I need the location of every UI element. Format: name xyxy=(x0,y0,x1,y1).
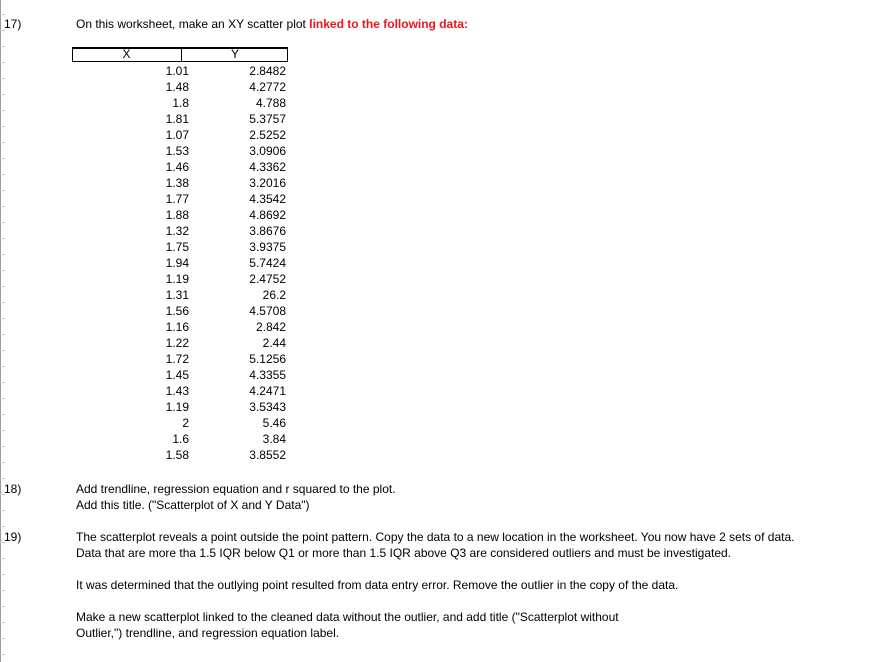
cell-x[interactable]: 1.8 xyxy=(172,96,189,110)
cell-y[interactable]: 4.3542 xyxy=(249,192,286,206)
cell-x[interactable]: 1.48 xyxy=(165,80,189,94)
cell-y[interactable]: 2.842 xyxy=(255,320,286,334)
question-19-line-5: Outlier,") trendline, and regression equation label. xyxy=(76,626,340,640)
cell-y[interactable]: 26.2 xyxy=(262,288,286,302)
cell-x[interactable]: 1.38 xyxy=(165,176,189,190)
cell-y[interactable]: 2.5252 xyxy=(249,128,286,142)
cell-y[interactable]: 2.8482 xyxy=(249,64,286,78)
cell-y[interactable]: 4.5708 xyxy=(249,304,286,318)
cell-x[interactable]: 1.31 xyxy=(165,288,189,302)
question-19-line-4: Make a new scatterplot linked to the cleaned data without the outlier, and add title ("Scatterplot without xyxy=(76,610,619,624)
cell-y[interactable]: 2.44 xyxy=(262,336,286,350)
cell-y[interactable]: 4.8692 xyxy=(249,208,286,222)
table-row xyxy=(0,111,300,127)
row-gridline xyxy=(0,510,5,511)
question-17-plain: On this worksheet, make an XY scatter plot xyxy=(76,17,310,31)
table-row xyxy=(0,431,300,447)
column-header-y[interactable]: Y xyxy=(230,47,239,61)
question-18-number: 18) xyxy=(4,482,22,496)
row-gridline xyxy=(0,590,5,591)
cell-x[interactable]: 1.53 xyxy=(165,144,189,158)
row-gridline xyxy=(0,574,5,575)
row-gridline xyxy=(0,654,5,655)
row-gridline xyxy=(0,526,5,527)
cell-x[interactable]: 1.07 xyxy=(165,128,189,142)
row-gridline xyxy=(0,558,5,559)
question-19-line-2: Data that are more tha 1.5 IQR below Q1 or more than 1.5 IQR above Q3 are considered outliers and must be investigated. xyxy=(76,546,732,560)
cell-y[interactable]: 3.8676 xyxy=(249,224,286,238)
question-19-line-1: The scatterplot reveals a point outside the point pattern. Copy the data to a new location in the worksheet. You now have 2 sets of data. xyxy=(76,530,795,544)
cell-y[interactable]: 2.4752 xyxy=(249,272,286,286)
cell-x[interactable]: 1.56 xyxy=(165,304,189,318)
table-row xyxy=(0,367,300,383)
row-gridline xyxy=(0,606,5,607)
cell-x[interactable]: 1.46 xyxy=(165,160,189,174)
table-row xyxy=(0,335,300,351)
table-row xyxy=(0,239,300,255)
question-19-number: 19) xyxy=(4,530,22,544)
cell-y[interactable]: 4.3355 xyxy=(249,368,286,382)
cell-y[interactable]: 3.0906 xyxy=(249,144,286,158)
table-row xyxy=(0,415,300,431)
cell-y[interactable]: 4.3362 xyxy=(249,160,286,174)
cell-x[interactable]: 1.01 xyxy=(165,64,189,78)
table-row xyxy=(0,303,300,319)
table-row xyxy=(0,255,300,271)
cell-y[interactable]: 5.7424 xyxy=(249,256,286,270)
cell-x[interactable]: 2 xyxy=(182,416,189,430)
cell-x[interactable]: 1.22 xyxy=(165,336,189,350)
question-17-text xyxy=(76,17,468,31)
cell-y[interactable]: 3.84 xyxy=(262,432,286,446)
cell-x[interactable]: 1.81 xyxy=(165,112,189,126)
table-row xyxy=(0,79,300,95)
table-row xyxy=(0,127,300,143)
cell-x[interactable]: 1.72 xyxy=(165,352,189,366)
table-row xyxy=(0,143,300,159)
cell-x[interactable]: 1.45 xyxy=(165,368,189,382)
table-row xyxy=(0,223,300,239)
cell-x[interactable]: 1.6 xyxy=(172,432,189,446)
table-row xyxy=(0,383,300,399)
cell-x[interactable]: 1.16 xyxy=(165,320,189,334)
cell-x[interactable]: 1.94 xyxy=(165,256,189,270)
cell-y[interactable]: 5.1256 xyxy=(249,352,286,366)
cell-x[interactable]: 1.88 xyxy=(165,208,189,222)
table-row xyxy=(0,287,300,303)
question-18-line-1: Add trendline, regression equation and r squared to the plot. xyxy=(76,482,396,496)
table-row xyxy=(0,207,300,223)
table-row xyxy=(0,351,300,367)
cell-y[interactable]: 3.5343 xyxy=(249,400,286,414)
cell-y[interactable]: 4.788 xyxy=(255,96,286,110)
table-row xyxy=(0,319,300,335)
row-gridline xyxy=(0,638,5,639)
row-gridline xyxy=(0,478,5,479)
cell-x[interactable]: 1.43 xyxy=(165,384,189,398)
table-row xyxy=(0,191,300,207)
cell-y[interactable]: 4.2772 xyxy=(249,80,286,94)
cell-x[interactable]: 1.19 xyxy=(165,400,189,414)
table-row xyxy=(0,271,300,287)
cell-x[interactable]: 1.19 xyxy=(165,272,189,286)
table-row xyxy=(0,399,300,415)
cell-x[interactable]: 1.77 xyxy=(165,192,189,206)
cell-x[interactable]: 1.75 xyxy=(165,240,189,254)
row-gridline xyxy=(0,622,5,623)
cell-y[interactable]: 3.9375 xyxy=(249,240,286,254)
cell-y[interactable]: 5.46 xyxy=(262,416,286,430)
row-gridline xyxy=(0,46,5,47)
column-header-x[interactable]: X xyxy=(122,47,131,61)
question-19-line-3: It was determined that the outlying point resulted from data entry error. Remove the outlier in the copy of the data. xyxy=(76,578,679,592)
table-row xyxy=(0,95,300,111)
question-17-number: 17) xyxy=(4,17,22,31)
question-18-line-2: Add this title. ("Scatterplot of X and Y Data") xyxy=(76,498,310,512)
table-row xyxy=(0,159,300,175)
cell-x[interactable]: 1.32 xyxy=(165,224,189,238)
cell-y[interactable]: 4.2471 xyxy=(249,384,286,398)
cell-y[interactable]: 3.2016 xyxy=(249,176,286,190)
table-row xyxy=(0,447,300,463)
row-gridline xyxy=(0,14,5,15)
cell-y[interactable]: 3.8552 xyxy=(249,448,286,462)
table-row xyxy=(0,63,300,79)
question-17-emphasis: linked to the following data: xyxy=(309,17,468,31)
cell-y[interactable]: 5.3757 xyxy=(249,112,286,126)
table-row xyxy=(0,175,300,191)
cell-x[interactable]: 1.58 xyxy=(165,448,189,462)
